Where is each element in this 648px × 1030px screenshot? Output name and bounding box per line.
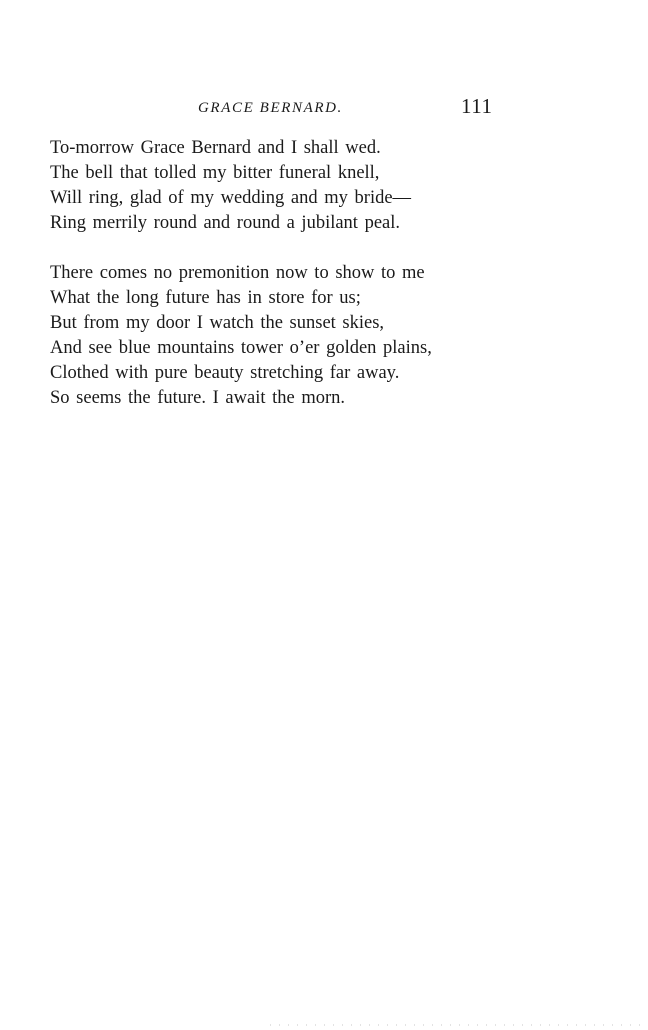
stanza-2 [50, 261, 610, 411]
poem-line: There comes no premonition now to show to me [50, 263, 425, 283]
running-title: GRACE BERNARD. [198, 100, 343, 116]
stanza-1 [50, 136, 610, 236]
poem-line: But from my door I watch the sunset skies, [50, 313, 385, 333]
poem-body [50, 136, 610, 411]
poem-line: Clothed with pure beauty stretching far away. [50, 363, 400, 383]
scan-artifact [270, 1024, 640, 1026]
poem-line: Ring merrily round and round a jubilant peal. [50, 213, 401, 233]
page-number: 111 [461, 94, 493, 118]
poem-line: To-morrow Grace Bernard and I shall wed. [50, 138, 381, 158]
running-head [0, 94, 648, 121]
poem-line: What the long future has in store for us; [50, 288, 361, 308]
poem-line: The bell that tolled my bitter funeral knell, [50, 163, 380, 183]
poem-line: And see blue mountains tower o’er golden plains, [50, 338, 432, 358]
poem-line: So seems the future. I await the morn. [50, 388, 346, 408]
poem-line: Will ring, glad of my wedding and my bride— [50, 188, 412, 208]
